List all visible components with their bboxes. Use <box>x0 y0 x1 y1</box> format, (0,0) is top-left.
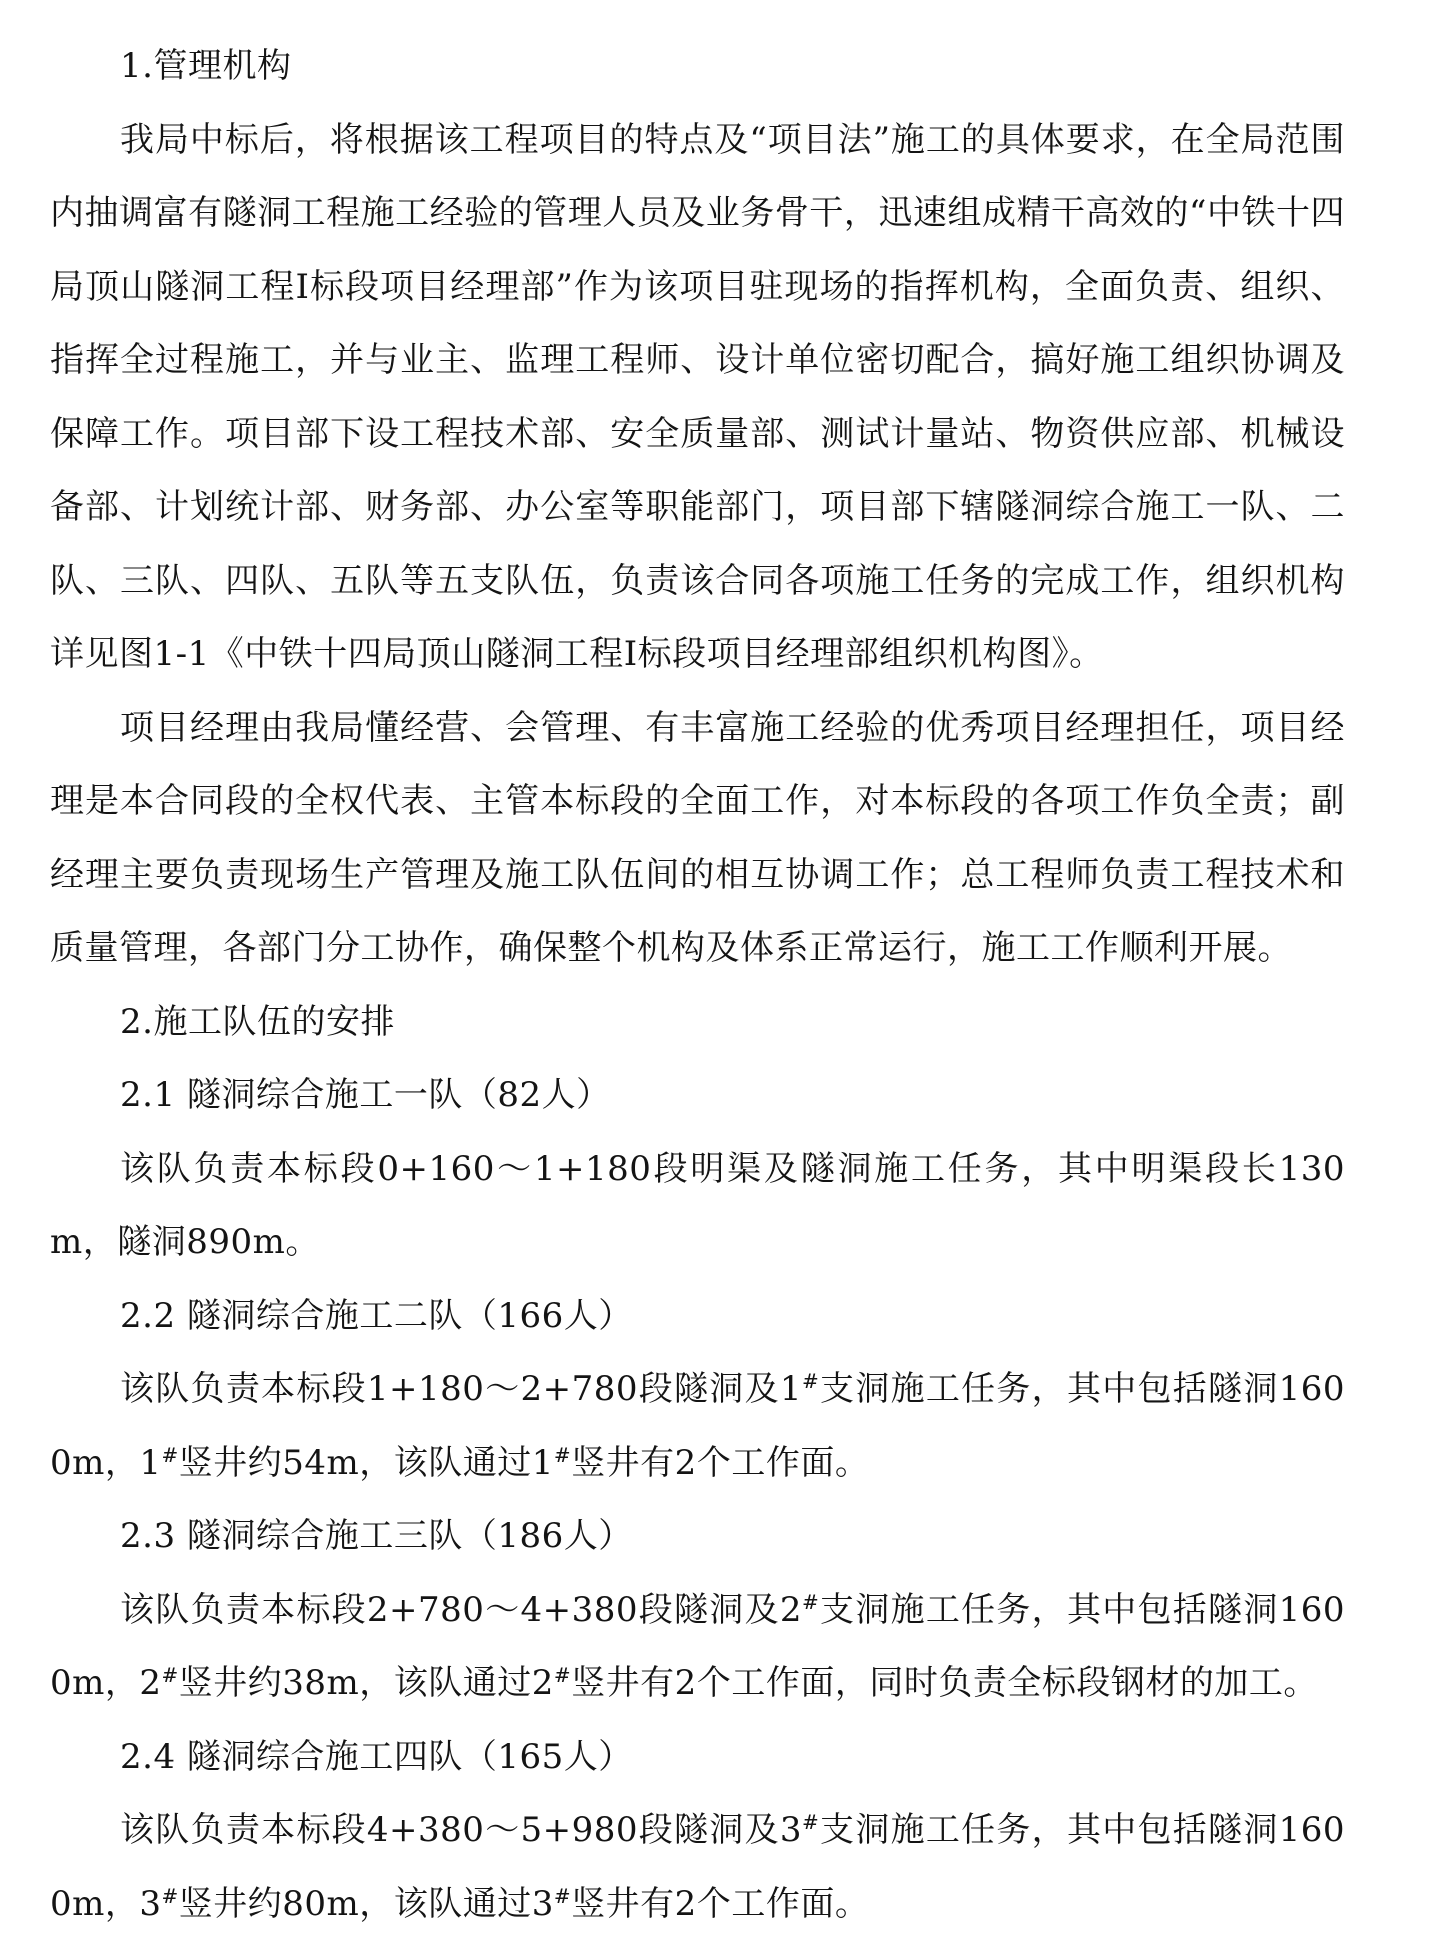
team2-description <box>50 1353 1345 1500</box>
team4-heading: 2.4 隧洞综合施工四队（165人） <box>120 1736 633 1777</box>
shaft-mark: # <box>161 1883 179 1908</box>
section-heading-team-arrangement: 2.施工队伍的安排 <box>120 1001 395 1042</box>
shaft-mark: # <box>161 1663 179 1687</box>
text-run: 竖井有2个工作面，同时负责全标段钢材的加工。 <box>571 1663 1318 1703</box>
shaft-mark: # <box>802 1810 820 1834</box>
team1-heading: 2.1 隧洞综合施工一队（82人） <box>120 1075 611 1115</box>
text-run: 该队负责本标段4+380～5+980段隧洞及3 <box>120 1810 802 1850</box>
shaft-mark: # <box>802 1589 820 1614</box>
shaft-mark: # <box>553 1442 572 1467</box>
shaft-mark: # <box>802 1369 820 1393</box>
text-run: 竖井约54m，该队通过1 <box>178 1442 554 1483</box>
team2-heading: 2.2 隧洞综合施工二队（166人） <box>120 1295 633 1336</box>
text-run: 竖井有2个工作面。 <box>571 1883 870 1924</box>
section-heading-management: 1.管理机构 <box>120 46 292 86</box>
team3-description <box>50 1574 1345 1721</box>
text-run: 竖井约38m，该队通过2 <box>178 1663 554 1703</box>
document-page <box>50 30 1345 1941</box>
shaft-mark: # <box>553 1663 572 1687</box>
team1-description: 该队负责本标段0+160～1+180段明渠及隧洞施工任务，其中明渠段长130m，隧洞890m。 <box>50 1148 1345 1262</box>
text-run: 竖井有2个工作面。 <box>571 1442 870 1483</box>
shaft-mark: # <box>553 1883 572 1908</box>
text-run: 支洞施工任务，其中包括隧洞1600m，1 <box>50 1369 1345 1483</box>
text-run: 支洞施工任务，其中包括隧洞1600m，2 <box>50 1589 1345 1703</box>
text-run: 支洞施工任务，其中包括隧洞1600m，3 <box>50 1810 1345 1924</box>
text-run: 该队负责本标段2+780～4+380段隧洞及2 <box>120 1589 802 1630</box>
paragraph-management-structure: 我局中标后，将根据该工程项目的特点及“项目法”施工的具体要求，在全局范围内抽调富有隧洞工程施工经验的管理人员及业务骨干，迅速组成精干高效的“中铁十四局顶山隧洞工程Ⅰ标段项目经理部”作为该项目驻现场的指挥机构，全面负责、组织、指挥全过程施工，并与业主、监理工程师、设计单位密切配合，搞好施工组织协调及保障工作。项目部下设工程技术部、安全质量部、测试计量站、物资供应部、机械设备部、计划统计部、财务部、办公室等职能部门，项目部下辖隧洞综合施工一队、二队、三队、四队、五队等五支队伍，负责该合同各项施工任务的完成工作，组织机构详见图1-1《中铁十四局顶山隧洞工程Ⅰ标段项目经理部组织机构图》。 <box>50 119 1345 674</box>
team3-heading: 2.3 隧洞综合施工三队（186人） <box>120 1516 633 1556</box>
text-run: 该队负责本标段1+180～2+780段隧洞及1 <box>120 1369 802 1409</box>
team4-description <box>50 1794 1345 1941</box>
shaft-mark: # <box>161 1442 179 1467</box>
text-run: 竖井约80m，该队通过3 <box>178 1883 554 1924</box>
paragraph-project-manager: 项目经理由我局懂经营、会管理、有丰富施工经验的优秀项目经理担任，项目经理是本合同段的全权代表、主管本标段的全面工作，对本标段的各项工作负全责；副经理主要负责现场生产管理及施工队伍间的相互协调工作；总工程师负责工程技术和质量管理，各部门分工协作，确保整个机构及体系正常运行，施工工作顺利开展。 <box>50 707 1345 968</box>
